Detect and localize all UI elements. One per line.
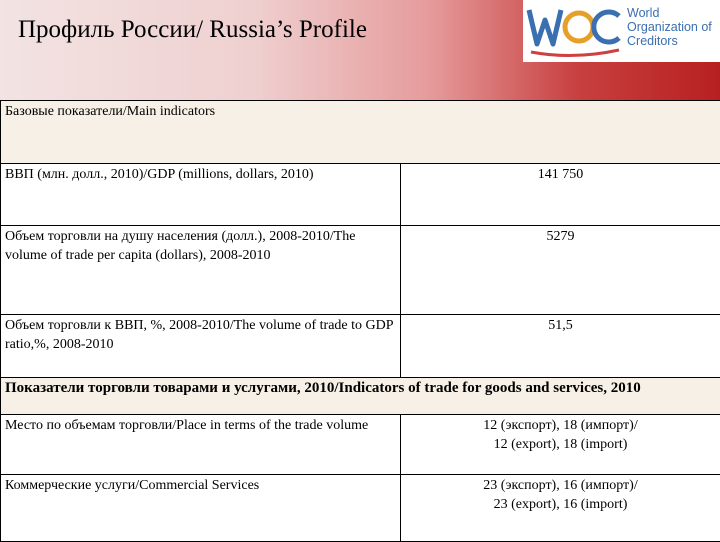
section-heading-row (1, 101, 720, 164)
row-value: 5279 (401, 226, 720, 315)
row-value-line-2: 23 (export), 16 (import) (405, 495, 716, 514)
woc-logo (523, 0, 720, 62)
table-row (1, 164, 720, 226)
indicators-table (0, 100, 720, 542)
table-row (1, 415, 720, 475)
row-label: Место по объемам торговли/Place in terms of the trade volume (1, 415, 401, 475)
logo-line-2: Organization of (627, 20, 712, 34)
section-heading-main-indicators: Базовые показатели/Main indicators (1, 101, 720, 164)
woc-logo-mark-icon (523, 0, 627, 62)
logo-line-3: Creditors (627, 34, 712, 48)
page-title: Профиль России/ Russia’s Profile (18, 16, 367, 44)
row-label: Объем торговли к ВВП, %, 2008-2010/The volume of trade to GDP ratio,%, 2008-2010 (1, 315, 401, 378)
table-row (1, 315, 720, 378)
row-label: Коммерческие услуги/Commercial Services (1, 475, 401, 542)
row-label: ВВП (млн. долл., 2010)/GDP (millions, dollars, 2010) (1, 164, 401, 226)
row-value: 51,5 (401, 315, 720, 378)
table-row (1, 475, 720, 542)
section-heading-trade-indicators: Показатели торговли товарами и услугами, 2010/Indicators of trade for goods and services, 2010 (1, 378, 720, 415)
logo-line-1: World (627, 6, 712, 20)
row-value-line-1: 12 (экспорт), 18 (импорт)/ (405, 416, 716, 435)
row-value (401, 475, 720, 542)
row-value-line-1: 23 (экспорт), 16 (импорт)/ (405, 476, 716, 495)
logo-text (627, 6, 712, 48)
row-value (401, 415, 720, 475)
row-value-line-2: 12 (export), 18 (import) (405, 435, 716, 454)
section-heading-row (1, 378, 720, 415)
header-banner (0, 0, 720, 100)
row-value: 141 750 (401, 164, 720, 226)
row-label: Объем торговли на душу населения (долл.), 2008-2010/The volume of trade per capita (dollars), 2008-2010 (1, 226, 401, 315)
table-row (1, 226, 720, 315)
